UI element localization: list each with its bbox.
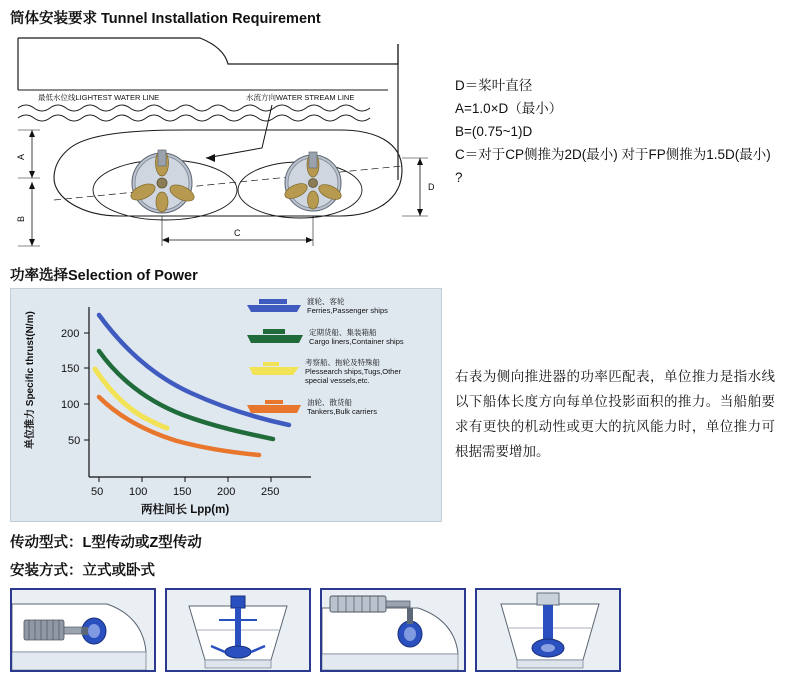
param-d: D＝桨叶直径: [455, 78, 533, 93]
dim-label-a: A: [16, 153, 26, 160]
param-b: B=(0.75~1)D: [455, 124, 533, 139]
svg-text:200: 200: [217, 486, 236, 498]
svg-text:100: 100: [129, 486, 148, 498]
thumbnail-vertical-z-drive[interactable]: [165, 588, 311, 672]
dim-label-c: C: [234, 228, 241, 238]
param-extra: ?: [455, 170, 463, 185]
svg-text:100: 100: [61, 399, 80, 411]
installation-thumbnail-row: [10, 588, 782, 672]
svg-text:50: 50: [68, 435, 81, 447]
svg-text:special vessels,etc.: special vessels,etc.: [305, 376, 370, 385]
thumbnail-vertical-tank-drive[interactable]: [475, 588, 621, 672]
chart-xlabel: 两柱间长 Lpp(m): [141, 504, 230, 516]
svg-text:Plessearch ships,Tugs,Other: Plessearch ships,Tugs,Other: [305, 367, 402, 376]
tunnel-section-title: 筒体安装要求 Tunnel Installation Requirement: [10, 11, 321, 27]
dim-label-d: D: [428, 182, 435, 192]
thumbnail-horizontal-l-drive[interactable]: [10, 588, 156, 672]
svg-text:Cargo liners,Container ships: Cargo liners,Container ships: [309, 337, 404, 346]
svg-text:200: 200: [61, 328, 80, 340]
svg-text:150: 150: [61, 363, 80, 375]
svg-text:考察船、拖轮及特殊船: 考察船、拖轮及特殊船: [305, 358, 380, 367]
specific-thrust-chart: [10, 288, 442, 522]
dim-label-b: B: [16, 215, 26, 222]
power-selection-note: 右表为侧向推进器的功率匹配表，单位推力是指水线以下船体长度方向每单位投影面积的推力。当船舶要求有更快的机动性或更大的抗风能力时，单位推力可根据需要增加。: [455, 369, 775, 459]
chart-ylabel: 单位推力 Specific thrust(N/m): [25, 311, 36, 449]
svg-text:油轮、散货船: 油轮、散货船: [307, 398, 352, 407]
svg-text:50: 50: [91, 486, 104, 498]
svg-text:渡轮、客轮: 渡轮、客轮: [307, 297, 345, 306]
tunnel-parameter-list: [455, 74, 775, 189]
param-a: A=1.0×D（最小）: [455, 101, 563, 116]
mount-type-label: 安装方式：立式或卧式: [10, 563, 155, 579]
drive-type-label: 传动型式：L型传动或Z型传动: [10, 535, 202, 551]
label-lightest-water-line: 最低水位线LIGHTEST WATER LINE: [38, 93, 160, 102]
tunnel-installation-diagram: [10, 30, 440, 255]
thumbnail-horizontal-engine-drive[interactable]: [320, 588, 466, 672]
param-c: C＝对于CP侧推为2D(最小) 对于FP侧推为1.5D(最小): [455, 147, 771, 162]
svg-text:定期货船、集装箱船: 定期货船、集装箱船: [309, 328, 377, 337]
svg-text:Tankers,Bulk carriers: Tankers,Bulk carriers: [307, 407, 378, 416]
svg-text:250: 250: [261, 486, 280, 498]
propeller-left: [128, 150, 196, 213]
label-water-stream-line: 水流方向WATER STREAM LINE: [246, 93, 355, 102]
svg-text:150: 150: [173, 486, 192, 498]
svg-text:Ferries,Passenger ships: Ferries,Passenger ships: [307, 306, 388, 315]
propeller-right: [283, 152, 344, 211]
power-section-title: 功率选择Selection of Power: [10, 268, 198, 284]
